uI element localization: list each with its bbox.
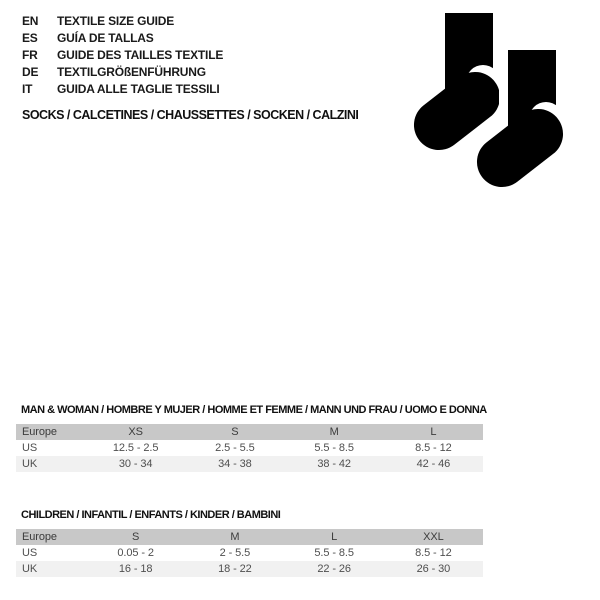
header-cell-size: L	[331, 531, 338, 543]
language-row	[22, 29, 223, 46]
language-code: ES	[22, 30, 38, 45]
size-table-section-children	[16, 509, 483, 577]
size-value: 0.05 - 2	[117, 547, 154, 559]
header-cell-size: S	[231, 426, 239, 438]
size-value: 34 - 38	[218, 458, 252, 470]
row-label: US	[22, 547, 38, 559]
size-value: 42 - 46	[416, 458, 451, 470]
language-code: FR	[22, 47, 38, 62]
header-cell-size: M	[230, 531, 240, 543]
size-value: 8.5 - 12	[415, 442, 452, 454]
size-value: 16 - 18	[118, 563, 153, 575]
language-code: IT	[22, 81, 33, 96]
row-label: UK	[22, 458, 38, 470]
size-value: 26 - 30	[416, 563, 451, 575]
language-title: TEXTILE SIZE GUIDE	[57, 13, 175, 28]
table-title: CHILDREN / INFANTIL / ENFANTS / KINDER / BAMBINI	[21, 509, 281, 521]
table-header-row	[16, 529, 483, 545]
size-value: 12.5 - 2.5	[112, 442, 159, 454]
size-table	[16, 529, 483, 577]
language-title: GUÍA DE TALLAS	[57, 30, 154, 45]
size-value: 18 - 22	[218, 563, 252, 575]
header-cell-size: L	[430, 426, 437, 438]
language-code: EN	[22, 13, 39, 28]
header-cell-size: S	[132, 531, 140, 543]
table-row-us	[16, 545, 483, 561]
row-label: US	[22, 442, 38, 454]
socks-icon	[400, 5, 570, 190]
header-cell-size: XS	[128, 426, 143, 438]
size-value: 5.5 - 8.5	[314, 547, 354, 559]
language-row	[22, 46, 223, 63]
size-table-section-man-woman	[16, 404, 487, 472]
language-code: DE	[22, 64, 39, 79]
table-header-row	[16, 424, 483, 440]
row-label: UK	[22, 563, 38, 575]
size-value: 2.5 - 5.5	[215, 442, 255, 454]
header-cell-size: XXL	[423, 531, 444, 543]
table-row-uk	[16, 456, 483, 472]
table-title: MAN & WOMAN / HOMBRE Y MUJER / HOMME ET FEMME / MANN UND FRAU / UOMO E DONNA	[21, 404, 487, 416]
size-value: 8.5 - 12	[415, 547, 452, 559]
language-row	[22, 63, 223, 80]
language-title: GUIDE DES TAILLES TEXTILE	[57, 47, 224, 62]
language-list	[22, 12, 223, 97]
header-cell-region: Europe	[22, 531, 57, 543]
language-row	[22, 12, 223, 29]
language-title: GUIDA ALLE TAGLIE TESSILI	[57, 81, 220, 96]
header-cell-size: M	[329, 426, 339, 438]
table-row-uk	[16, 561, 483, 577]
size-table	[16, 424, 483, 472]
table-row-us	[16, 440, 483, 456]
header-cell-region: Europe	[22, 426, 57, 438]
language-row	[22, 80, 223, 97]
size-value: 2 - 5.5	[219, 547, 251, 559]
size-value: 5.5 - 8.5	[314, 442, 354, 454]
size-value: 38 - 42	[317, 458, 351, 470]
size-value: 22 - 26	[317, 563, 351, 575]
language-title: TEXTILGRÖßENFÜHRUNG	[57, 64, 206, 79]
category-heading: SOCKS / CALCETINES / CHAUSSETTES / SOCKEN / CALZINI	[22, 108, 359, 122]
size-value: 30 - 34	[118, 458, 153, 470]
